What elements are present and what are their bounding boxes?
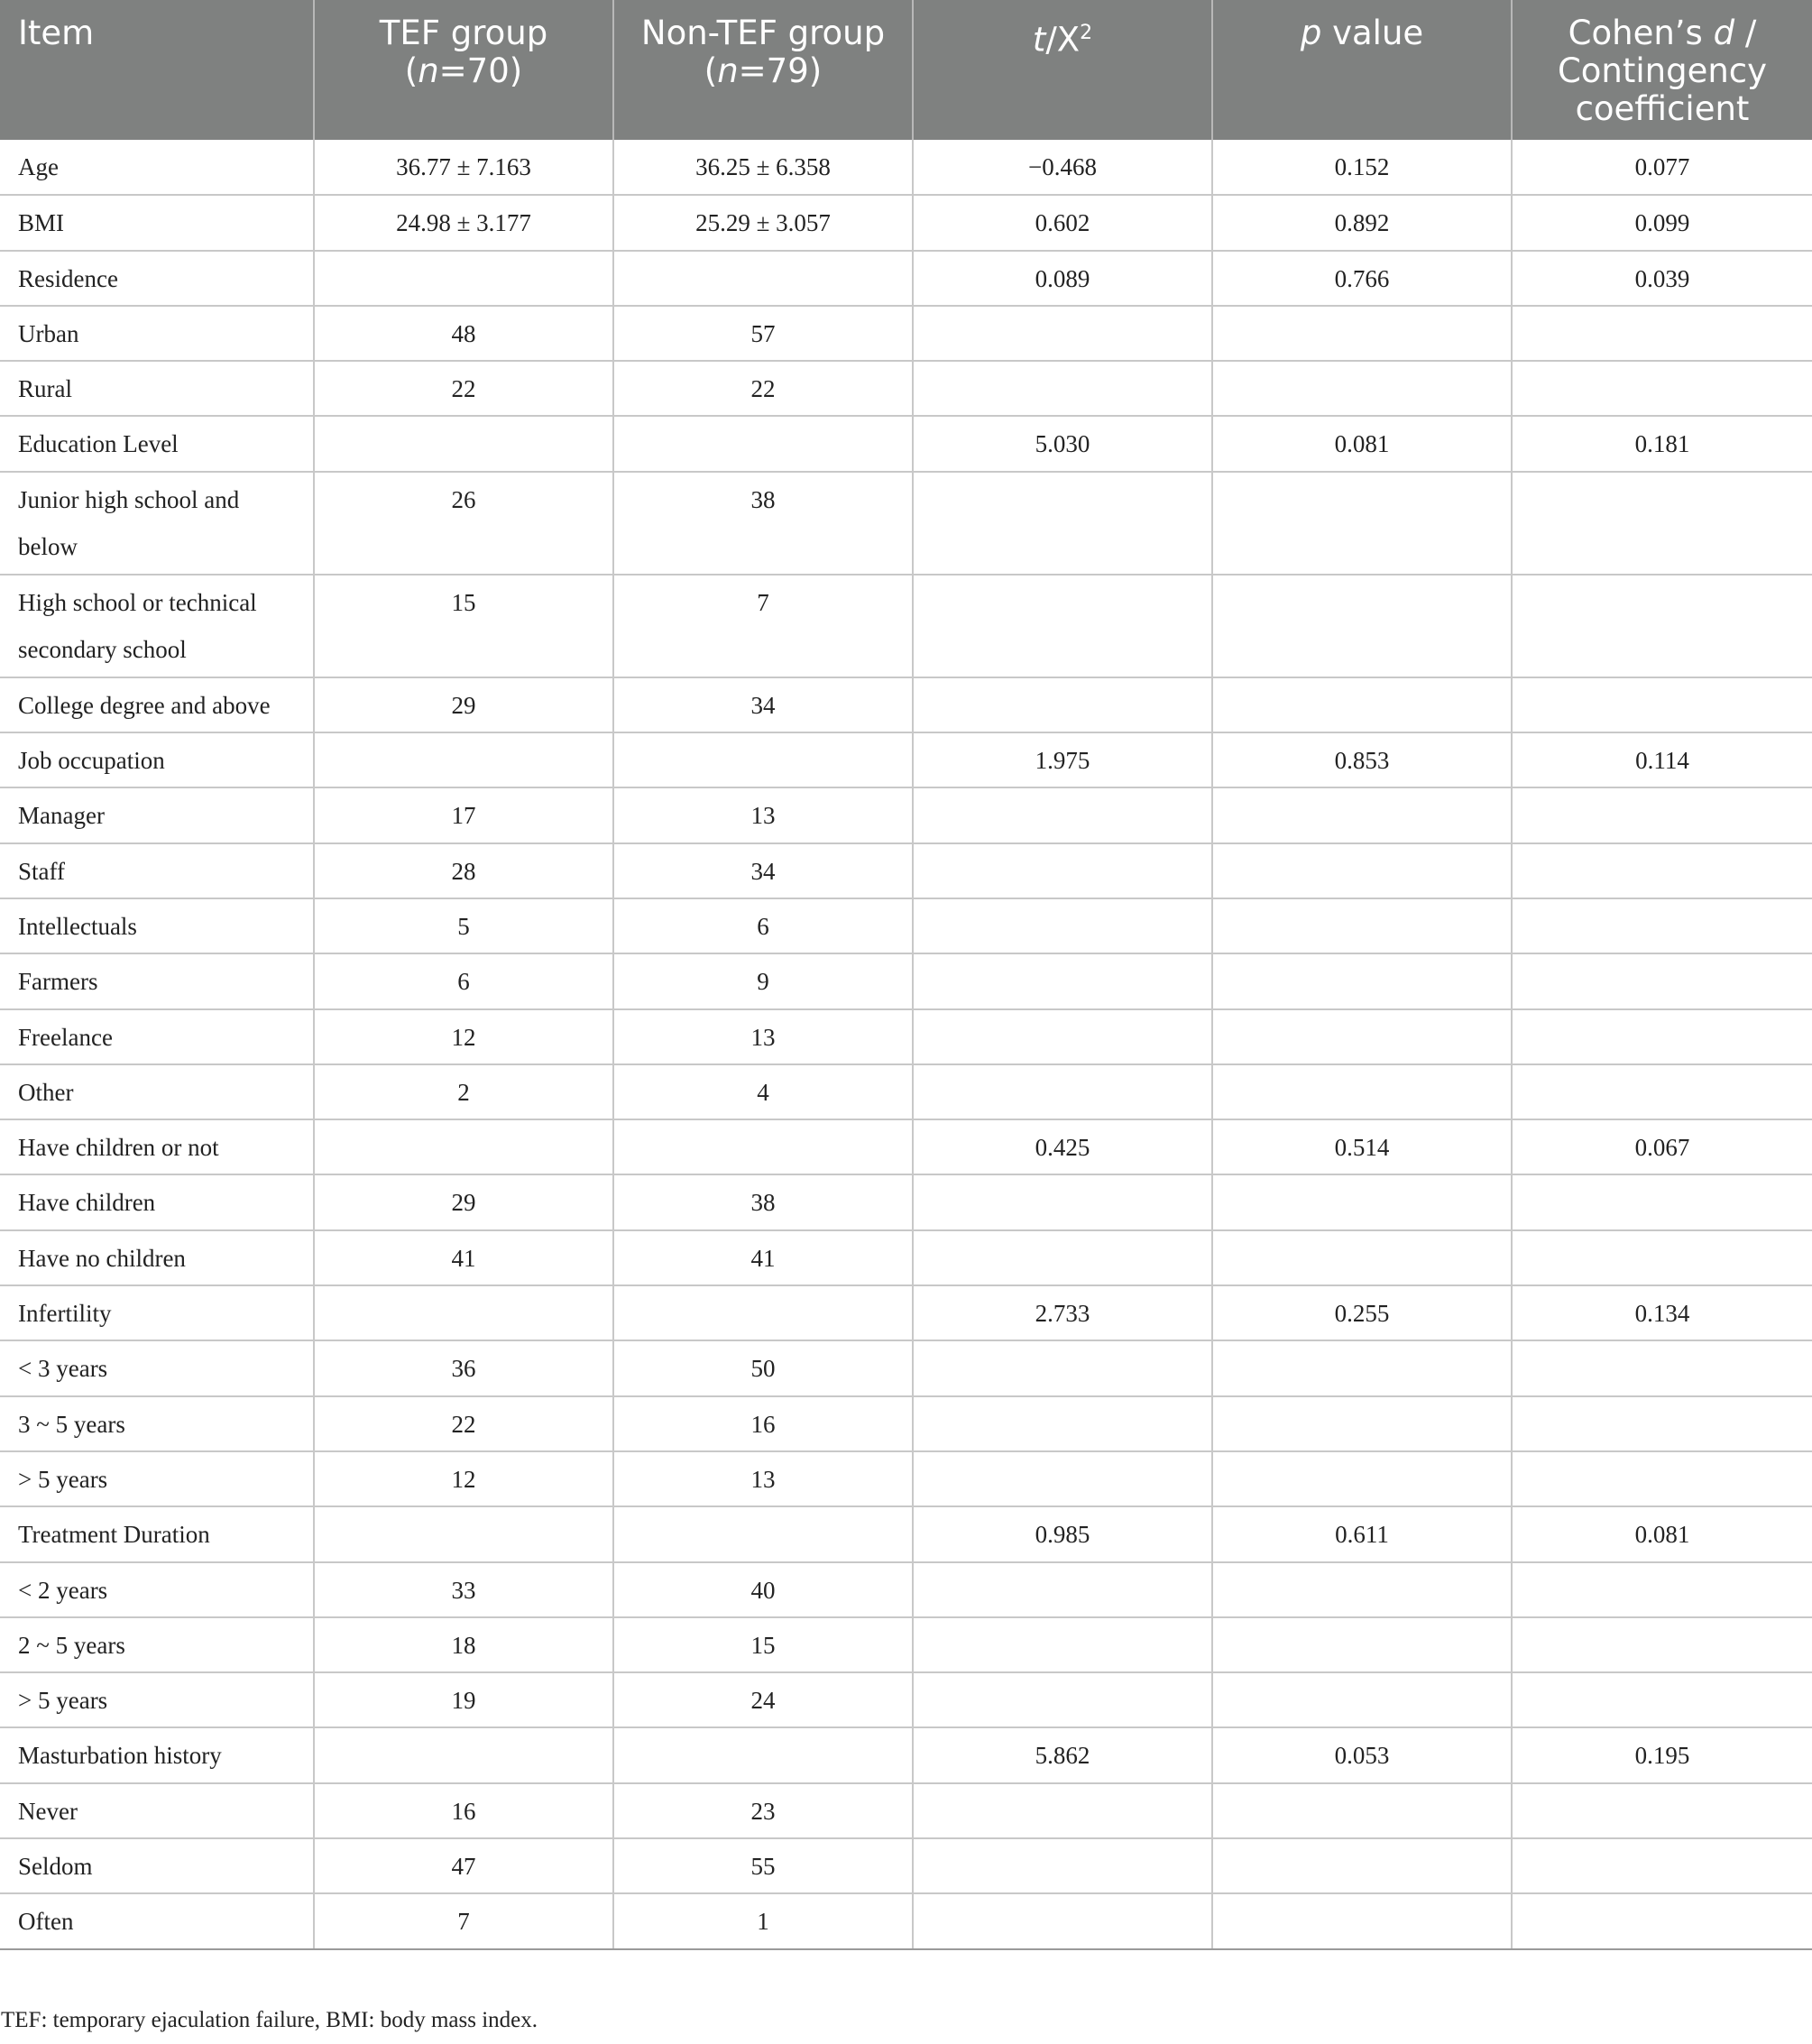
cell-non-tef-group — [613, 1727, 913, 1782]
cell-effect-size — [1512, 1617, 1812, 1672]
table-row — [0, 1340, 1812, 1395]
cell-tef-group: 41 — [314, 1230, 613, 1285]
cell-non-tef-group: 4 — [613, 1064, 913, 1119]
table-row — [0, 1009, 1812, 1064]
cell-item: > 5 years — [0, 1672, 314, 1727]
cell-item: Have children — [0, 1174, 314, 1229]
cell-item: Freelance — [0, 1009, 314, 1064]
cell-test-statistic — [913, 1562, 1212, 1617]
cell-tef-group: 12 — [314, 1009, 613, 1064]
cell-non-tef-group: 7 — [613, 575, 913, 677]
cell-tef-group: 29 — [314, 1174, 613, 1229]
cell-item: Seldom — [0, 1838, 314, 1893]
table-header — [0, 0, 1812, 140]
cell-p-value: 0.514 — [1212, 1119, 1512, 1174]
cell-effect-size — [1512, 1451, 1812, 1506]
cell-item: Residence — [0, 251, 314, 306]
cell-item: Education Level — [0, 416, 314, 471]
cell-effect-size — [1512, 1672, 1812, 1727]
header-effect-size: Cohen’s d / Contingency coefficient — [1512, 0, 1812, 140]
cell-tef-group: 36.77 ± 7.163 — [314, 140, 613, 195]
cell-item: Farmers — [0, 953, 314, 1008]
table-row — [0, 1174, 1812, 1229]
cell-tef-group — [314, 416, 613, 471]
cell-tef-group — [314, 1285, 613, 1340]
cell-non-tef-group: 13 — [613, 787, 913, 842]
cell-effect-size — [1512, 361, 1812, 416]
cell-p-value — [1212, 677, 1512, 732]
cell-p-value — [1212, 1893, 1512, 1948]
table-row — [0, 251, 1812, 306]
cell-test-statistic — [913, 1672, 1212, 1727]
cell-non-tef-group: 55 — [613, 1838, 913, 1893]
cell-effect-size — [1512, 1340, 1812, 1395]
cell-test-statistic — [913, 361, 1212, 416]
cell-p-value — [1212, 1064, 1512, 1119]
cell-non-tef-group: 38 — [613, 472, 913, 575]
cell-item: Have no children — [0, 1230, 314, 1285]
table-row — [0, 953, 1812, 1008]
cell-tef-group: 2 — [314, 1064, 613, 1119]
table-row — [0, 677, 1812, 732]
cell-p-value — [1212, 1396, 1512, 1451]
cell-test-statistic — [913, 306, 1212, 361]
cell-tef-group: 24.98 ± 3.177 — [314, 195, 613, 250]
cell-non-tef-group — [613, 1506, 913, 1561]
cell-non-tef-group: 38 — [613, 1174, 913, 1229]
cell-tef-group: 48 — [314, 306, 613, 361]
cell-non-tef-group: 36.25 ± 6.358 — [613, 140, 913, 195]
table-row — [0, 1727, 1812, 1782]
cell-test-statistic: 5.030 — [913, 416, 1212, 471]
cell-item: Often — [0, 1893, 314, 1948]
cell-test-statistic — [913, 787, 1212, 842]
cell-p-value: 0.053 — [1212, 1727, 1512, 1782]
cell-tef-group: 47 — [314, 1838, 613, 1893]
cell-non-tef-group: 13 — [613, 1009, 913, 1064]
cell-non-tef-group: 15 — [613, 1617, 913, 1672]
cell-non-tef-group: 50 — [613, 1340, 913, 1395]
cell-test-statistic: 0.985 — [913, 1506, 1212, 1561]
cell-p-value — [1212, 361, 1512, 416]
cell-tef-group — [314, 732, 613, 787]
cell-p-value — [1212, 1174, 1512, 1229]
cell-effect-size — [1512, 1783, 1812, 1838]
table-body — [0, 140, 1812, 1949]
cell-non-tef-group — [613, 416, 913, 471]
cell-tef-group — [314, 1119, 613, 1174]
cell-effect-size — [1512, 953, 1812, 1008]
table-footnote: TEF: temporary ejaculation failure, BMI: body mass index. — [1, 2008, 538, 2032]
cell-p-value: 0.081 — [1212, 416, 1512, 471]
table-row — [0, 1064, 1812, 1119]
cell-tef-group — [314, 1506, 613, 1561]
cell-effect-size: 0.195 — [1512, 1727, 1812, 1782]
cell-non-tef-group: 9 — [613, 953, 913, 1008]
cell-p-value — [1212, 843, 1512, 898]
table-row — [0, 1617, 1812, 1672]
cell-p-value: 0.892 — [1212, 195, 1512, 250]
cell-item: < 3 years — [0, 1340, 314, 1395]
cell-tef-group: 5 — [314, 898, 613, 953]
cell-p-value — [1212, 1838, 1512, 1893]
cell-test-statistic — [913, 472, 1212, 575]
header-p-value: p value — [1212, 0, 1512, 140]
cell-effect-size: 0.134 — [1512, 1285, 1812, 1340]
cell-p-value — [1212, 787, 1512, 842]
cell-effect-size — [1512, 1838, 1812, 1893]
cell-item: Age — [0, 140, 314, 195]
cell-test-statistic — [913, 1230, 1212, 1285]
header-row — [0, 0, 1812, 140]
cell-p-value — [1212, 1617, 1512, 1672]
cell-item: Rural — [0, 361, 314, 416]
cell-tef-group: 17 — [314, 787, 613, 842]
cell-p-value: 0.611 — [1212, 1506, 1512, 1561]
cell-p-value — [1212, 898, 1512, 953]
cell-tef-group: 26 — [314, 472, 613, 575]
cell-item: Treatment Duration — [0, 1506, 314, 1561]
header-non-tef-group: Non-TEF group (n=79) — [613, 0, 913, 140]
cell-p-value — [1212, 1009, 1512, 1064]
cell-non-tef-group: 22 — [613, 361, 913, 416]
cell-effect-size — [1512, 1230, 1812, 1285]
table-row — [0, 195, 1812, 250]
cell-item: High school or technical secondary school — [0, 575, 314, 677]
cell-effect-size — [1512, 1174, 1812, 1229]
cell-tef-group: 22 — [314, 361, 613, 416]
cell-non-tef-group: 24 — [613, 1672, 913, 1727]
cell-test-statistic — [913, 575, 1212, 677]
cell-non-tef-group: 57 — [613, 306, 913, 361]
cell-tef-group — [314, 251, 613, 306]
table-row — [0, 1230, 1812, 1285]
cell-effect-size — [1512, 677, 1812, 732]
cell-effect-size — [1512, 472, 1812, 575]
cell-item: Urban — [0, 306, 314, 361]
cell-test-statistic: 0.089 — [913, 251, 1212, 306]
cell-tef-group: 19 — [314, 1672, 613, 1727]
cell-test-statistic — [913, 1451, 1212, 1506]
cell-test-statistic: 5.862 — [913, 1727, 1212, 1782]
cell-effect-size: 0.099 — [1512, 195, 1812, 250]
cell-non-tef-group: 6 — [613, 898, 913, 953]
cell-p-value — [1212, 575, 1512, 677]
cell-non-tef-group: 13 — [613, 1451, 913, 1506]
cell-item: Job occupation — [0, 732, 314, 787]
cell-effect-size: 0.081 — [1512, 1506, 1812, 1561]
cell-p-value — [1212, 1562, 1512, 1617]
cell-effect-size — [1512, 1893, 1812, 1948]
cell-effect-size — [1512, 1562, 1812, 1617]
table-row — [0, 1838, 1812, 1893]
cell-effect-size — [1512, 575, 1812, 677]
header-item: Item — [0, 0, 314, 140]
cell-tef-group: 29 — [314, 677, 613, 732]
table-row — [0, 1506, 1812, 1561]
cell-non-tef-group: 25.29 ± 3.057 — [613, 195, 913, 250]
table-row — [0, 575, 1812, 677]
cell-item: < 2 years — [0, 1562, 314, 1617]
cell-test-statistic — [913, 843, 1212, 898]
cell-effect-size: 0.181 — [1512, 416, 1812, 471]
cell-non-tef-group — [613, 1285, 913, 1340]
cell-test-statistic: 1.975 — [913, 732, 1212, 787]
cell-non-tef-group — [613, 732, 913, 787]
cell-p-value — [1212, 1451, 1512, 1506]
cell-item: Manager — [0, 787, 314, 842]
cell-test-statistic — [913, 677, 1212, 732]
cell-non-tef-group: 23 — [613, 1783, 913, 1838]
cell-test-statistic — [913, 1396, 1212, 1451]
cell-p-value: 0.853 — [1212, 732, 1512, 787]
cell-non-tef-group: 1 — [613, 1893, 913, 1948]
cell-item: Junior high school and below — [0, 472, 314, 575]
cell-test-statistic — [913, 1617, 1212, 1672]
cell-test-statistic: 0.425 — [913, 1119, 1212, 1174]
cell-test-statistic: 0.602 — [913, 195, 1212, 250]
cell-item: Intellectuals — [0, 898, 314, 953]
cell-test-statistic: −0.468 — [913, 140, 1212, 195]
cell-item: Other — [0, 1064, 314, 1119]
cell-tef-group: 36 — [314, 1340, 613, 1395]
cell-item: 2 ~ 5 years — [0, 1617, 314, 1672]
cell-test-statistic — [913, 1838, 1212, 1893]
table-row — [0, 1893, 1812, 1948]
cell-non-tef-group — [613, 251, 913, 306]
table-row — [0, 1396, 1812, 1451]
cell-non-tef-group — [613, 1119, 913, 1174]
cell-tef-group: 16 — [314, 1783, 613, 1838]
cell-non-tef-group: 34 — [613, 677, 913, 732]
table-row — [0, 472, 1812, 575]
cell-tef-group: 6 — [314, 953, 613, 1008]
cell-effect-size — [1512, 898, 1812, 953]
table-row — [0, 361, 1812, 416]
table-row — [0, 898, 1812, 953]
cell-p-value: 0.255 — [1212, 1285, 1512, 1340]
cell-tef-group: 18 — [314, 1617, 613, 1672]
cell-effect-size: 0.114 — [1512, 732, 1812, 787]
cell-effect-size: 0.067 — [1512, 1119, 1812, 1174]
cell-item: Never — [0, 1783, 314, 1838]
cell-non-tef-group: 16 — [613, 1396, 913, 1451]
cell-non-tef-group: 40 — [613, 1562, 913, 1617]
cell-p-value — [1212, 1672, 1512, 1727]
cell-tef-group: 33 — [314, 1562, 613, 1617]
cell-effect-size — [1512, 1396, 1812, 1451]
cell-item: Staff — [0, 843, 314, 898]
cell-test-statistic — [913, 1783, 1212, 1838]
cell-item: College degree and above — [0, 677, 314, 732]
cell-test-statistic — [913, 953, 1212, 1008]
cell-effect-size — [1512, 787, 1812, 842]
cell-test-statistic — [913, 1009, 1212, 1064]
cell-tef-group: 28 — [314, 843, 613, 898]
cell-tef-group: 7 — [314, 1893, 613, 1948]
table-row — [0, 416, 1812, 471]
cell-non-tef-group: 34 — [613, 843, 913, 898]
cell-p-value: 0.152 — [1212, 140, 1512, 195]
cell-test-statistic — [913, 1174, 1212, 1229]
cell-p-value — [1212, 1340, 1512, 1395]
cell-p-value: 0.766 — [1212, 251, 1512, 306]
table-row — [0, 1285, 1812, 1340]
cell-tef-group: 15 — [314, 575, 613, 677]
cell-tef-group: 12 — [314, 1451, 613, 1506]
cell-non-tef-group: 41 — [613, 1230, 913, 1285]
cell-test-statistic — [913, 1893, 1212, 1948]
table-row — [0, 1783, 1812, 1838]
cell-p-value — [1212, 472, 1512, 575]
table-row — [0, 140, 1812, 195]
table-row — [0, 1451, 1812, 1506]
header-tef-group: TEF group (n=70) — [314, 0, 613, 140]
cell-p-value — [1212, 953, 1512, 1008]
cell-effect-size: 0.077 — [1512, 140, 1812, 195]
cell-test-statistic — [913, 1064, 1212, 1119]
cell-item: Masturbation history — [0, 1727, 314, 1782]
cell-test-statistic: 2.733 — [913, 1285, 1212, 1340]
cell-effect-size — [1512, 843, 1812, 898]
table-row — [0, 732, 1812, 787]
table-row — [0, 843, 1812, 898]
table-row — [0, 1672, 1812, 1727]
cell-effect-size — [1512, 1009, 1812, 1064]
cell-tef-group — [314, 1727, 613, 1782]
header-test-statistic: $t/X^2$ — [913, 0, 1212, 140]
cell-item: Infertility — [0, 1285, 314, 1340]
cell-item: > 5 years — [0, 1451, 314, 1506]
table-row — [0, 1119, 1812, 1174]
cell-test-statistic — [913, 898, 1212, 953]
cell-item: Have children or not — [0, 1119, 314, 1174]
cell-effect-size: 0.039 — [1512, 251, 1812, 306]
cell-p-value — [1212, 1230, 1512, 1285]
cell-tef-group: 22 — [314, 1396, 613, 1451]
cell-item: BMI — [0, 195, 314, 250]
cell-effect-size — [1512, 306, 1812, 361]
cell-p-value — [1212, 306, 1512, 361]
cell-effect-size — [1512, 1064, 1812, 1119]
cell-test-statistic — [913, 1340, 1212, 1395]
table-row — [0, 787, 1812, 842]
table-row — [0, 306, 1812, 361]
cell-item: 3 ~ 5 years — [0, 1396, 314, 1451]
cell-p-value — [1212, 1783, 1512, 1838]
table-row — [0, 1562, 1812, 1617]
